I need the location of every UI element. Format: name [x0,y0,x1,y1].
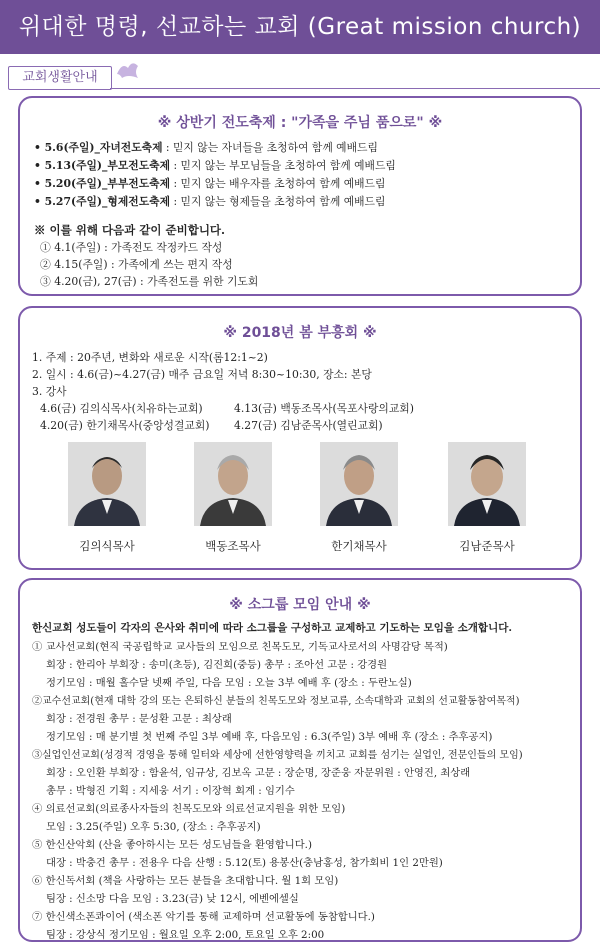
group-detail: 정기모임 : 매월 홀수달 넷째 주일, 다음 모임 : 오늘 3부 예배 후 (장소 : 두란노실) [46,677,412,689]
group-item: ⑥ 한신독서회 (책을 사랑하는 모든 분들을 초대합니다. 월 1회 모임) [32,875,339,887]
evangelism-title: ※ 상반기 전도축제 : "가족을 주님 품으로" ※ [157,115,443,131]
prep-item: ① 4.1(주일) : 가족전도 작정카드 작성 [40,241,223,254]
speaker-photo [68,442,146,526]
photo-caption: 백동조목사 [205,539,261,553]
revival-line: 1. 주제 : 20주년, 변화와 새로운 시작(롬12:1~2) [32,351,268,364]
group-detail: 회장 : 전경원 총무 : 문성환 고문 : 최상래 [46,713,232,725]
smallgroup-box [18,578,582,942]
evangelism-box [18,96,582,296]
list-item: • 5.6(주일)_자녀전도축제 : 믿지 않는 자녀들을 초청하여 함께 예배드림 [34,141,378,154]
flower-icon [114,60,140,80]
revival-box [18,306,582,570]
header-title: 위대한 명령, 선교하는 교회 (Great mission church) [18,14,582,40]
group-item: ②교수선교회(현재 대학 강의 또는 은퇴하신 분들의 친목도모와 정보교류, 소속대학과 교회의 선교활동참여목적) [32,696,520,707]
speaker-photo [194,442,272,526]
smallgroup-intro: 한신교회 성도들이 각자의 은사와 취미에 따라 소그룹을 구성하고 교제하고 기도하는 모임을 소개합니다. [32,622,513,634]
list-item: • 5.13(주일)_부모전도축제 : 믿지 않는 부모님들을 초청하여 함께 예배드림 [34,159,396,172]
prep-item: ② 4.15(주일) : 가족에게 쓰는 편지 작성 [40,258,233,271]
group-item: ④ 의료선교회(의료종사자들의 친목도모와 의료선교지원을 위한 모임) [32,803,346,815]
group-detail: 팀장 : 강상식 정기모임 : 월요일 오후 2:00, 토요일 오후 2:00 [46,929,325,941]
speaker-photo [320,442,398,526]
revival-line: 2. 일시 : 4.6(금)~4.27(금) 매주 금요일 저녁 8:30~10:30, 장소: 본당 [32,368,372,381]
speaker-item: 4.20(금) 한기채목사(중앙성결교회) [40,419,210,432]
list-item: • 5.27(주일)_형제전도축제 : 믿지 않는 형제들을 초청하여 함께 예배드림 [34,195,386,208]
list-item: • 5.20(주일)_부부전도축제 : 믿지 않는 배우자를 초청하여 함께 예배드림 [34,177,386,190]
page-header [0,0,600,54]
group-item: ① 교사선교회(현직 국공립학교 교사들의 모임으로 친목도모, 기독교사로서의 사명감당 목적) [32,641,448,653]
section-label: 교회생활안내 [8,66,112,90]
revival-line: 3. 강사 [32,385,67,398]
speaker-photo [448,442,526,526]
group-detail: 정기모임 : 매 분기별 첫 번째 주일 3부 예배 후, 다음모임 : 6.3(주일) 3부 예배 후 (장소 : 추후공지) [46,731,493,743]
group-detail: 회장 : 한리아 부회장 : 송미(초등), 김진희(중등) 총무 : 조아선 고문 : 강경원 [46,659,388,671]
group-item: ③실업인선교회(성경적 경영을 통해 일터와 세상에 선한영향력을 끼치고 교회를 섬기는 실업인, 전문인들의 모임) [32,750,523,761]
photo-caption: 한기채목사 [331,539,387,553]
group-detail: 대장 : 박충건 총무 : 전용우 다음 산행 : 5.12(토) 용봉산(충남홍성, 참가회비 1인 2만원) [46,857,443,869]
photo-caption: 김의식목사 [79,539,135,553]
speaker-item: 4.6(금) 김의식목사(치유하는교회) [40,402,203,415]
group-item: ⑤ 한신산악회 (산을 좋아하시는 모든 성도님들을 환영합니다.) [32,839,312,851]
smallgroup-title: ※ 소그룹 모임 안내 ※ [229,597,371,613]
prep-title: ※ 이를 위해 다음과 같이 준비합니다. [34,223,226,237]
prep-item: ③ 4.20(금), 27(금) : 가족전도를 위한 기도회 [40,275,259,288]
section-divider [110,88,600,89]
revival-title: ※ 2018년 봄 부흥회 ※ [223,325,377,341]
speaker-item: 4.27(금) 김남준목사(열린교회) [234,419,383,432]
group-detail: 총무 : 박형진 기획 : 지세웅 서기 : 이장혁 회계 : 임기수 [46,785,295,797]
photo-caption: 김남준목사 [459,539,515,553]
group-item: ⑦ 한신색소폰콰이어 (색소폰 악기를 통해 교제하며 선교활동에 동참합니다.) [32,911,375,923]
group-detail: 모임 : 3.25(주일) 오후 5:30, (장소 : 추후공지) [46,821,261,833]
group-detail: 팀장 : 신소망 다음 모임 : 3.23(금) 낮 12시, 에벤에셀실 [46,893,299,905]
group-detail: 회장 : 오인환 부회장 : 함윤석, 임규상, 김보옥 고문 : 장순명, 장준웅 자문위원 : 안영진, 최상래 [46,767,471,779]
speaker-item: 4.13(금) 백동조목사(목포사랑의교회) [234,402,414,415]
